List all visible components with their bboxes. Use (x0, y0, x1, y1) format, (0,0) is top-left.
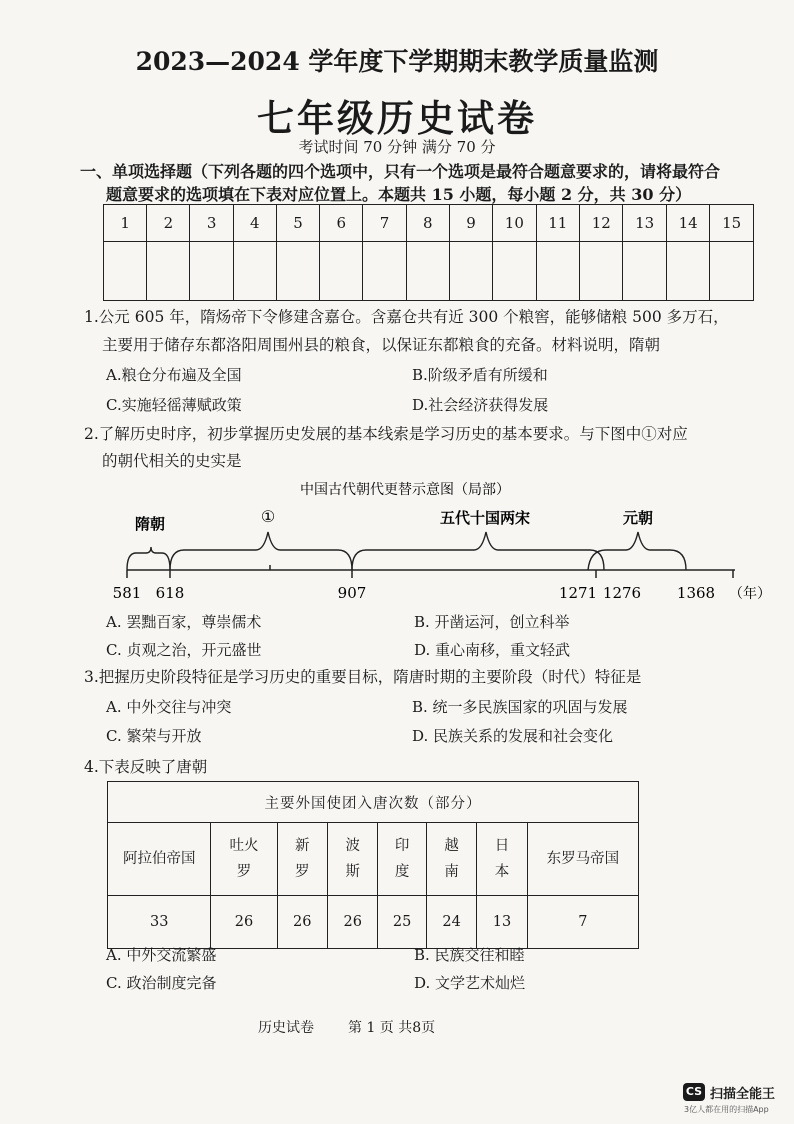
q2-option-a[interactable]: A. 罢黜百家，尊崇儒术 (106, 613, 262, 631)
answer-number: 6 (320, 205, 363, 242)
camscanner-logo-icon: CS (683, 1083, 705, 1101)
answer-number: 3 (190, 205, 233, 242)
year-907: 907 (337, 584, 367, 602)
label-five-dynasties-song: 五代十国两宋 (439, 509, 531, 527)
answer-number: 1 (104, 205, 147, 242)
q1-stem-line1: 1.公元 605 年，隋炀帝下令修建含嘉仓。含嘉仓共有近 300 个粮窖，能够储粮 500 多万石， (84, 308, 729, 326)
q1-stem-line2: 主要用于储存东都洛阳周围州县的粮食，以保证东都粮食的充备。材料说明，隋朝 (102, 336, 661, 354)
answer-number: 14 (666, 205, 709, 242)
count-cell: 33 (108, 896, 211, 949)
answer-number: 12 (580, 205, 623, 242)
count-cell: 24 (426, 896, 476, 949)
envoy-table-count-row (108, 896, 639, 949)
count-cell: 13 (477, 896, 527, 949)
brace-circle-one (170, 532, 352, 570)
count-cell: 26 (327, 896, 377, 949)
answer-number: 7 (363, 205, 406, 242)
count-cell: 26 (277, 896, 327, 949)
answer-number: 5 (276, 205, 319, 242)
envoy-table (107, 781, 639, 949)
page-footer (258, 1017, 435, 1037)
envoy-table-caption: 主要外国使团入唐次数（部分） (108, 782, 639, 823)
section-heading-line1: 一、单项选择题（下列各题的四个选项中，只有一个选项是最符合题意要求的，请将最符合 (80, 162, 721, 181)
answer-number: 8 (406, 205, 449, 242)
country-cell: 越 南 (426, 823, 476, 896)
exam-title: 2023—2024 学年度下学期期末教学质量监测 (135, 47, 659, 76)
q2-stem-line2: 的朝代相关的史实是 (102, 452, 242, 470)
q2-option-b[interactable]: B. 开凿运河，创立科举 (414, 613, 570, 631)
answer-number: 13 (623, 205, 666, 242)
country-cell: 印 度 (378, 823, 426, 896)
q2-stem-line1: 2.了解历史时序，初步掌握历史发展的基本线索是学习历史的基本要求。与下图中①对应 (84, 425, 688, 443)
section-heading-line2: 题意要求的选项填在下表对应位置上。本题共 15 小题，每小题 2 分，共 30 分） (106, 185, 692, 204)
year-1276: 1276 (602, 584, 642, 602)
q4-option-a[interactable]: A. 中外交流繁盛 (106, 946, 217, 964)
year-1271: 1271 (558, 584, 598, 602)
year-581: 581 (112, 584, 142, 602)
brace-yuan (588, 532, 686, 570)
year-1368: 1368 (676, 584, 716, 602)
brace-five-dynasties-song (352, 532, 604, 570)
q1-option-c[interactable]: C.实施轻徭薄赋政策 (106, 396, 242, 414)
answer-number: 10 (493, 205, 536, 242)
q4-stem: 4.下表反映了唐朝 (84, 758, 208, 776)
q3-option-b[interactable]: B. 统一多民族国家的巩固与发展 (412, 698, 628, 716)
year-618: 618 (155, 584, 185, 602)
exam-info: 考试时间 70 分钟 满分 70 分 (298, 138, 496, 156)
answer-number: 15 (710, 205, 754, 242)
q2-option-c[interactable]: C. 贞观之治，开元盛世 (106, 641, 262, 659)
q3-option-d[interactable]: D. 民族关系的发展和社会变化 (412, 727, 614, 745)
year-unit: （年） (729, 586, 771, 602)
scanner-tagline: 3亿人都在用的扫描App (684, 1105, 769, 1114)
label-sui: 隋朝 (134, 515, 166, 533)
label-yuan: 元朝 (622, 509, 654, 527)
q4-option-d[interactable]: D. 文学艺术灿烂 (414, 974, 526, 992)
q3-option-c[interactable]: C. 繁荣与开放 (106, 727, 202, 745)
country-cell: 阿拉伯帝国 (108, 823, 211, 896)
count-cell: 7 (527, 896, 638, 949)
country-cell: 新 罗 (277, 823, 327, 896)
q3-stem: 3.把握历史阶段特征是学习历史的重要目标，隋唐时期的主要阶段（时代）特征是 (84, 668, 642, 686)
scanner-app-name: 扫描全能王 (710, 1087, 776, 1102)
footer-page-info: 第 1 页 共8页 (348, 1020, 436, 1036)
country-cell: 波 斯 (327, 823, 377, 896)
q3-option-a[interactable]: A. 中外交往与冲突 (106, 698, 232, 716)
brace-sui (127, 547, 170, 570)
country-cell: 吐火 罗 (211, 823, 277, 896)
q1-option-b[interactable]: B.阶级矛盾有所缓和 (412, 366, 548, 384)
envoy-table-header-row (108, 823, 639, 896)
q4-option-c[interactable]: C. 政治制度完备 (106, 974, 217, 992)
country-cell: 东罗马帝国 (527, 823, 638, 896)
q1-option-a[interactable]: A.粮仓分布遍及全国 (106, 366, 242, 384)
subject-title: 七年级历史试卷 (257, 96, 537, 140)
count-cell: 26 (211, 896, 277, 949)
q1-option-d[interactable]: D.社会经济获得发展 (412, 396, 549, 414)
answer-number: 4 (233, 205, 276, 242)
answer-number: 11 (536, 205, 579, 242)
answer-number: 9 (449, 205, 492, 242)
diagram-title: 中国古代朝代更替示意图（局部） (300, 482, 510, 498)
q4-option-b[interactable]: B. 民族交往和睦 (414, 946, 525, 964)
count-cell: 25 (378, 896, 426, 949)
q2-option-d[interactable]: D. 重心南移，重文轻武 (414, 641, 571, 659)
answer-number: 2 (147, 205, 190, 242)
country-cell: 日 本 (477, 823, 527, 896)
label-circle-one: ① (260, 507, 276, 526)
footer-subject: 历史试卷 (258, 1020, 314, 1036)
